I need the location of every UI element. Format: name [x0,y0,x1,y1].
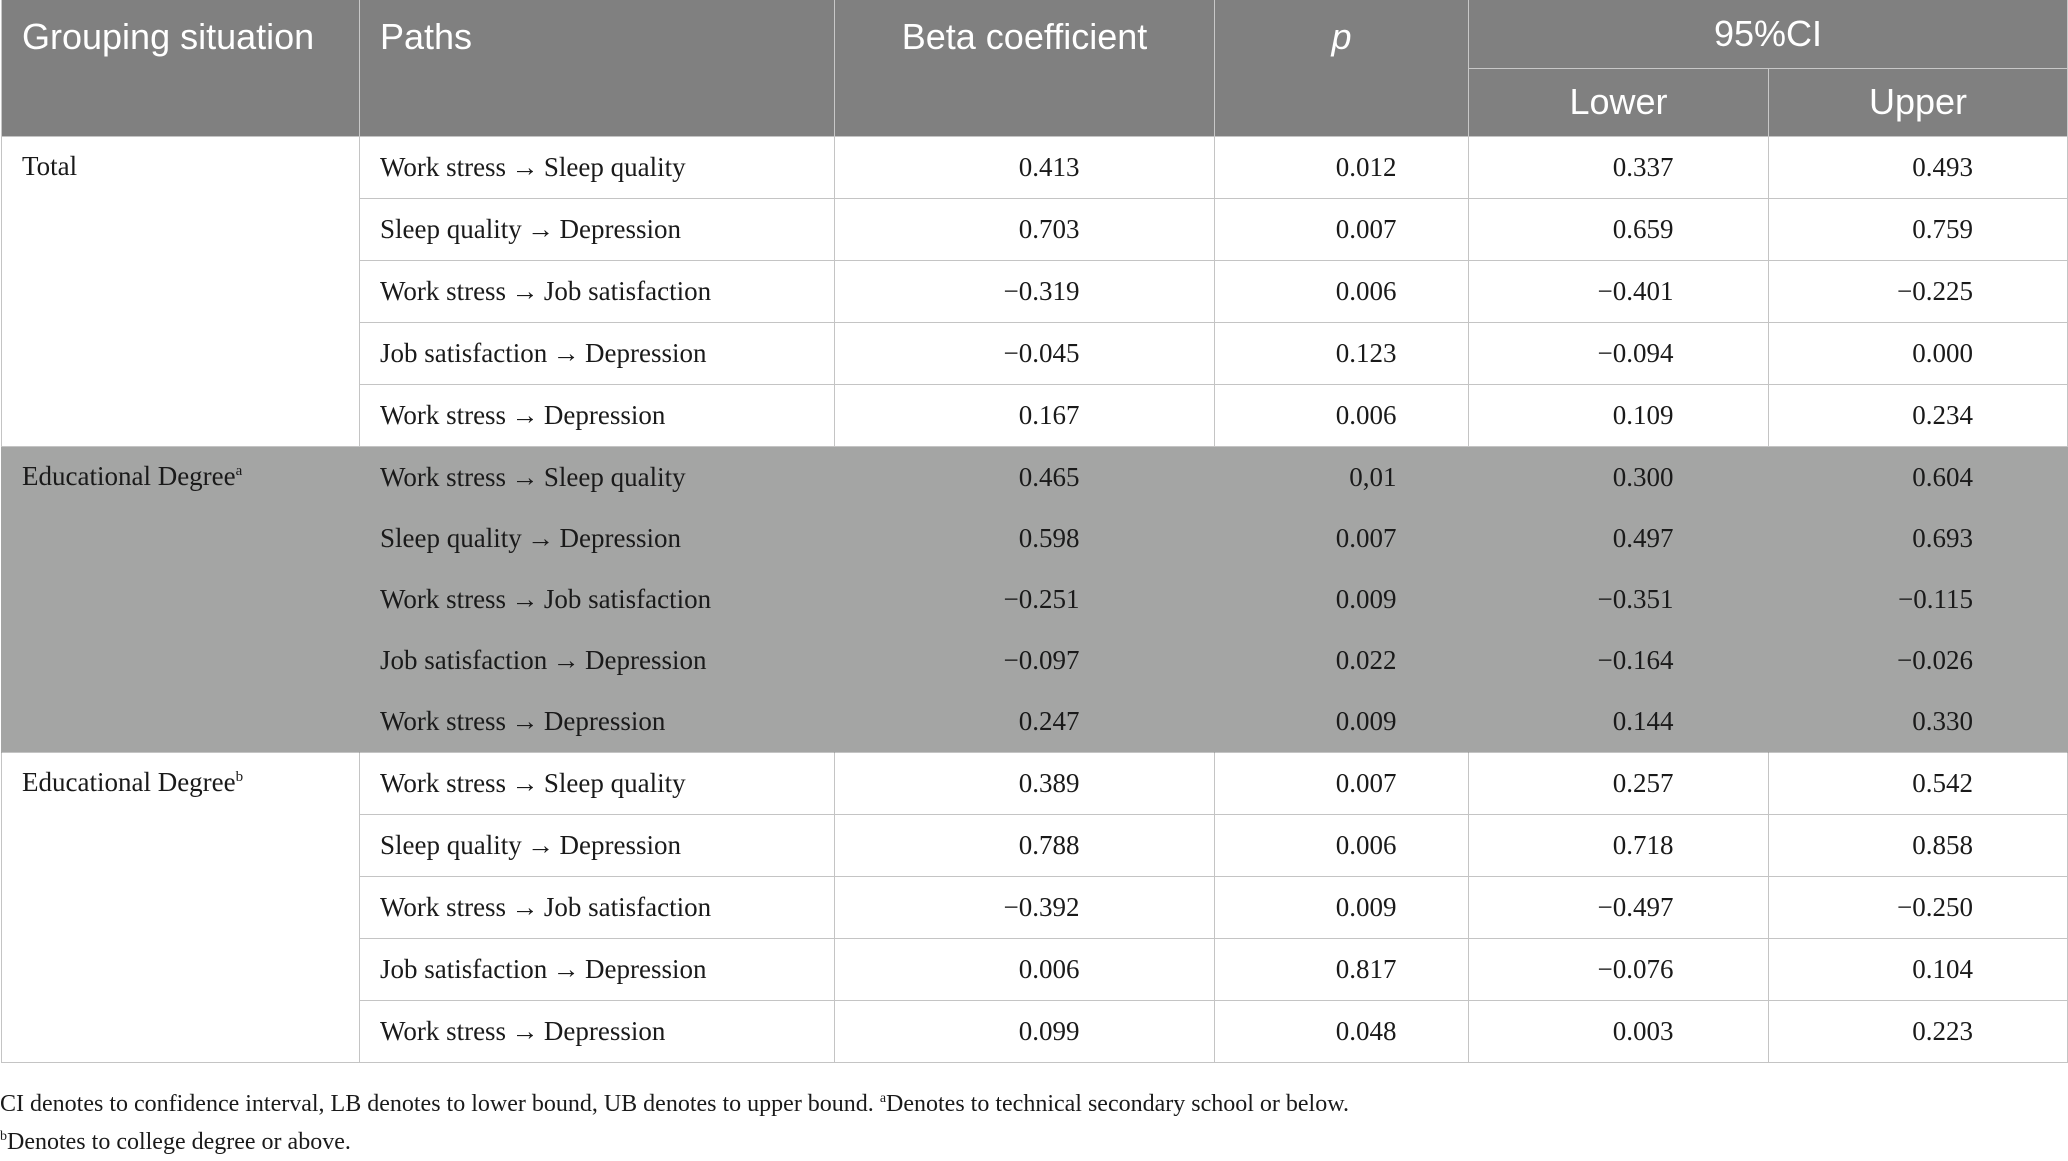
header-paths: Paths [360,0,835,136]
path-cell: Job satisfaction → Depression [360,938,835,1000]
upper-value: −0.250 [1897,891,1973,922]
lower-cell [1469,630,1769,691]
beta-value: 0.167 [1018,399,1080,430]
lower-cell [1469,938,1769,1000]
lower-value: 0.144 [1612,705,1674,736]
path-cell: Work stress → Job satisfaction [360,876,835,938]
upper-cell [1769,136,2068,198]
path-cell: Work stress → Depression [360,384,835,446]
lower-cell [1469,508,1769,569]
lower-value: 0.659 [1612,213,1674,244]
beta-cell [835,508,1215,569]
beta-cell [835,569,1215,630]
beta-cell [835,446,1215,508]
lower-value: −0.094 [1597,337,1674,368]
path-cell: Work stress → Depression [360,691,835,753]
lower-cell [1469,260,1769,322]
beta-cell [835,938,1215,1000]
lower-cell [1469,691,1769,753]
header-beta: Beta coefficient [835,0,1215,136]
upper-value: 0.104 [1912,953,1973,984]
lower-cell [1469,752,1769,814]
beta-value: 0.413 [1018,151,1080,182]
p-cell [1215,752,1469,814]
path-cell: Work stress → Sleep quality [360,752,835,814]
lower-value: 0.109 [1612,399,1674,430]
footnote-marker-b: b [0,1129,7,1144]
beta-cell [835,322,1215,384]
group-label [2,752,360,1062]
header-lower: Lower [1469,68,1769,136]
lower-value: 0.337 [1612,151,1674,182]
lower-value: 0.003 [1612,1015,1674,1046]
beta-value: −0.251 [1003,583,1080,614]
upper-value: 0.493 [1912,151,1973,182]
upper-value: 0.542 [1912,767,1973,798]
footnote-b-text: Denotes to college degree or above. [7,1129,351,1155]
lower-value: −0.164 [1597,644,1674,675]
footnote-abbreviations: CI denotes to confidence interval, LB denotes to lower bound, UB denotes to upper bound. [0,1091,880,1117]
path-cell: Job satisfaction → Depression [360,630,835,691]
group-label-text: Educational Degree [22,766,236,797]
lower-value: −0.351 [1597,583,1674,614]
path-cell: Work stress → Job satisfaction [360,260,835,322]
table-row [2,136,2068,198]
beta-cell [835,260,1215,322]
p-value: 0.006 [1335,275,1397,306]
path-cell: Sleep quality → Depression [360,198,835,260]
upper-cell [1769,938,2068,1000]
table-body [2,136,2068,1062]
path-cell: Job satisfaction → Depression [360,322,835,384]
p-value: 0.123 [1335,337,1397,368]
p-cell [1215,876,1469,938]
p-cell [1215,260,1469,322]
beta-cell [835,136,1215,198]
header-ci: 95%CI [1469,0,2068,68]
p-value: 0.006 [1335,399,1397,430]
upper-cell [1769,508,2068,569]
lower-cell [1469,876,1769,938]
p-cell [1215,814,1469,876]
upper-value: 0.759 [1912,213,1973,244]
group-label-text: Total [22,150,78,181]
table-footnotes [0,1085,1349,1161]
lower-cell [1469,446,1769,508]
upper-cell [1769,814,2068,876]
p-cell [1215,938,1469,1000]
upper-cell [1769,260,2068,322]
p-cell [1215,1000,1469,1062]
lower-cell [1469,1000,1769,1062]
path-cell: Work stress → Sleep quality [360,136,835,198]
beta-cell [835,198,1215,260]
results-table [1,0,2068,1063]
path-cell: Sleep quality → Depression [360,508,835,569]
beta-value: 0.703 [1018,213,1080,244]
p-cell [1215,508,1469,569]
upper-cell [1769,630,2068,691]
path-cell: Work stress → Job satisfaction [360,569,835,630]
upper-value: 0.000 [1912,337,1973,368]
p-value: 0.007 [1335,767,1397,798]
p-cell [1215,322,1469,384]
beta-value: 0.247 [1018,705,1080,736]
upper-cell [1769,876,2068,938]
p-value: 0.007 [1335,213,1397,244]
header-grouping: Grouping situation [2,0,360,136]
beta-value: 0.099 [1018,1015,1080,1046]
upper-cell [1769,691,2068,753]
lower-cell [1469,569,1769,630]
p-cell [1215,446,1469,508]
beta-value: 0.465 [1018,461,1080,492]
beta-value: 0.788 [1018,829,1080,860]
header-upper: Upper [1769,68,2068,136]
beta-value: 0.598 [1018,522,1080,553]
upper-value: 0.234 [1912,399,1973,430]
beta-cell [835,384,1215,446]
upper-cell [1769,384,2068,446]
beta-cell [835,876,1215,938]
footnote-line-2 [0,1123,1349,1161]
upper-value: 0.858 [1912,829,1973,860]
p-cell [1215,136,1469,198]
upper-cell [1769,1000,2068,1062]
p-cell [1215,384,1469,446]
beta-cell [835,1000,1215,1062]
p-value: 0,01 [1349,461,1397,492]
p-cell [1215,630,1469,691]
upper-value: −0.115 [1898,583,1973,614]
upper-cell [1769,446,2068,508]
p-cell [1215,691,1469,753]
p-value: 0.022 [1335,644,1397,675]
p-value: 0.048 [1335,1015,1397,1046]
upper-value: 0.693 [1912,522,1973,553]
lower-cell [1469,198,1769,260]
upper-cell [1769,752,2068,814]
lower-cell [1469,136,1769,198]
lower-value: −0.076 [1597,953,1674,984]
beta-value: −0.045 [1003,337,1080,368]
upper-value: 0.604 [1912,461,1973,492]
p-value: 0.012 [1335,151,1397,182]
path-cell: Work stress → Sleep quality [360,446,835,508]
lower-cell [1469,384,1769,446]
path-cell: Sleep quality → Depression [360,814,835,876]
group-label [2,136,360,446]
lower-value: 0.497 [1612,522,1674,553]
lower-value: 0.718 [1612,829,1674,860]
p-cell [1215,198,1469,260]
upper-cell [1769,198,2068,260]
lower-cell [1469,322,1769,384]
lower-value: 0.300 [1612,461,1674,492]
table-header [2,0,2068,136]
lower-cell [1469,814,1769,876]
beta-value: −0.392 [1003,891,1080,922]
upper-value: −0.026 [1897,644,1973,675]
beta-value: −0.319 [1003,275,1080,306]
beta-value: 0.006 [1018,953,1080,984]
beta-cell [835,752,1215,814]
p-value: 0.817 [1335,953,1397,984]
footnote-marker-a: a [879,1091,887,1106]
beta-value: −0.097 [1003,644,1080,675]
footnote-a-text: Denotes to technical secondary school or below. [886,1091,1349,1117]
p-value: 0.009 [1335,891,1397,922]
beta-cell [835,814,1215,876]
upper-cell [1769,322,2068,384]
lower-value: 0.257 [1612,767,1674,798]
header-p: p [1215,0,1469,136]
lower-value: −0.497 [1597,891,1674,922]
p-value: 0.009 [1335,583,1397,614]
group-label-text: Educational Degree [22,460,236,491]
upper-value: 0.223 [1912,1015,1973,1046]
beta-value: 0.389 [1018,767,1080,798]
table-row [2,446,2068,508]
path-cell: Work stress → Depression [360,1000,835,1062]
group-label-superscript: b [235,768,244,785]
group-label-superscript: a [235,462,243,479]
upper-cell [1769,569,2068,630]
beta-cell [835,630,1215,691]
p-value: 0.006 [1335,829,1397,860]
upper-value: 0.330 [1912,705,1973,736]
group-label [2,446,360,752]
footnote-line-1 [0,1085,1349,1123]
p-value: 0.009 [1335,705,1397,736]
beta-cell [835,691,1215,753]
table-row [2,752,2068,814]
p-cell [1215,569,1469,630]
lower-value: −0.401 [1597,275,1674,306]
upper-value: −0.225 [1897,275,1973,306]
p-value: 0.007 [1335,522,1397,553]
